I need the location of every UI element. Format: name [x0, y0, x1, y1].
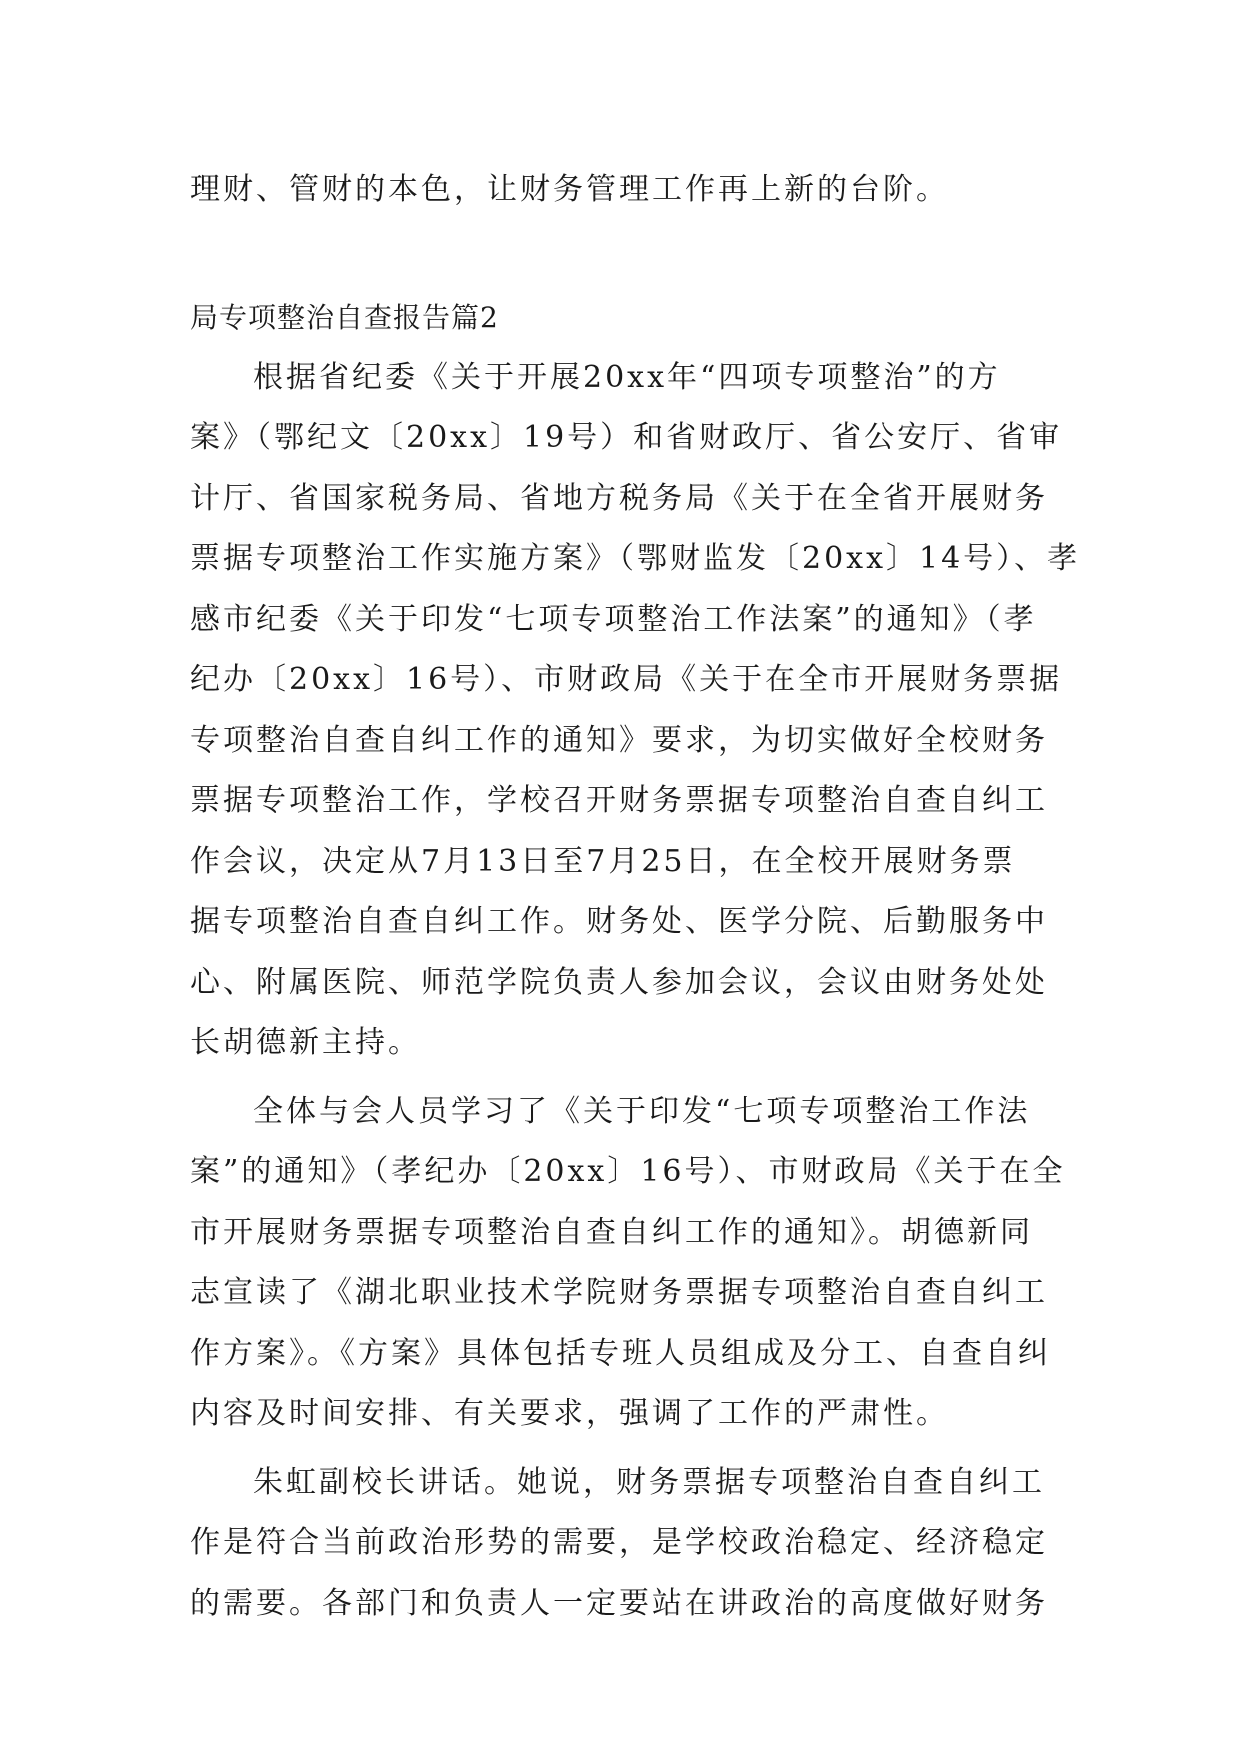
- paragraph-line: 票据专项整治工作实施方案》（鄂财监发〔20xx〕14号）、孝: [190, 541, 1081, 576]
- paragraph-2: [190, 1082, 1066, 1445]
- paragraph-line: 朱虹副校长讲话。她说，财务票据专项整治自查自纠工: [253, 1464, 1045, 1500]
- paragraph-line: 计厅、省国家税务局、省地方税务局《关于在全省开展财务: [190, 480, 1048, 516]
- paragraph-line: 票据专项整治工作，学校召开财务票据专项整治自查自纠工: [190, 783, 1048, 818]
- paragraph-line: 作方案》。《方案》具体包括专班人员组成及分工、自查自纠: [190, 1335, 1051, 1371]
- paragraph-line: 作是符合当前政治形势的需要，是学校政治稳定、经济稳定: [190, 1525, 1048, 1560]
- paragraph-line: 专项整治自查自纠工作的通知》要求，为切实做好全校财务: [190, 722, 1048, 758]
- paragraph-line: 全体与会人员学习了《关于印发“七项专项整治工作法: [253, 1093, 1031, 1129]
- paragraph-line: 市开展财务票据专项整治自查自纠工作的通知》。胡德新同: [190, 1214, 1033, 1250]
- paragraph-line: 感市纪委《关于印发“七项专项整治工作法案”的通知》（孝: [190, 601, 1037, 637]
- paragraph-line: 据专项整治自查自纠工作。财务处、医学分院、后勤服务中: [190, 904, 1048, 939]
- paragraph-3: [190, 1453, 1050, 1635]
- section-title: 局专项整治自查报告篇2: [190, 300, 499, 334]
- paragraph-line: 根据省纪委《关于开展20xx年“四项专项整治”的方: [253, 359, 1001, 395]
- paragraph-line: 心、附属医院、师范学院负责人参加会议，会议由财务处处: [190, 964, 1048, 1000]
- paragraph-line: 案”的通知》（孝纪办〔20xx〕16号）、市财政局《关于在全: [190, 1154, 1066, 1189]
- paragraph-line: 志宣读了《湖北职业技术学院财务票据专项整治自查自纠工: [190, 1275, 1048, 1310]
- paragraph-line: 纪办〔20xx〕16号）、市财政局《关于在全市开展财务票据: [190, 662, 1063, 697]
- intro-line: 理财、管财的本色，让财务管理工作再上新的台阶。: [190, 172, 949, 207]
- paragraph-1: [190, 348, 1081, 1074]
- paragraph-line: 内容及时间安排、有关要求，强调了工作的严肃性。: [190, 1396, 949, 1431]
- paragraph-line: 案》（鄂纪文〔20xx〕19号）和省财政厅、省公安厅、省审: [190, 420, 1063, 455]
- document-body: [190, 160, 1081, 1642]
- paragraph-line: 的需要。各部门和负责人一定要站在讲政治的高度做好财务: [190, 1585, 1048, 1621]
- paragraph-line: 长胡德新主持。: [190, 1025, 421, 1060]
- paragraph-line: 作会议，决定从7月13日至7月25日，在全校开展财务票: [190, 843, 1016, 879]
